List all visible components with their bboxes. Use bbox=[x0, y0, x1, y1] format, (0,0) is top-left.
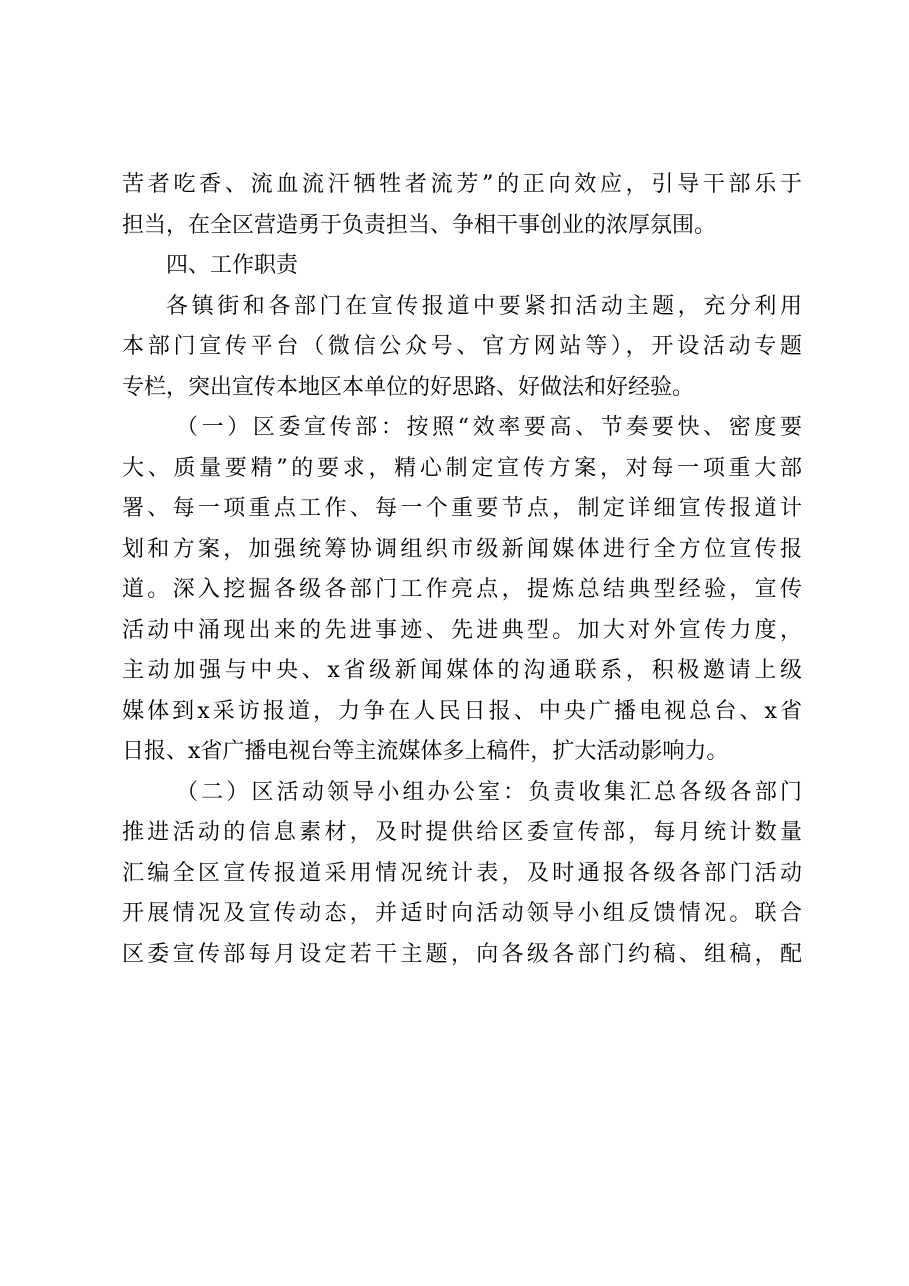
paragraph-line: 区委宣传部每月设定若干主题，向各级各部门约稿、组稿，配 bbox=[122, 941, 802, 967]
paragraph-line: 划和方案，加强统筹协调组织市级新闻媒体进行全方位宣传报 bbox=[122, 536, 802, 562]
paragraph-line: 推进活动的信息素材，及时提供给区委宣传部，每月统计数量 bbox=[122, 820, 802, 845]
paragraph-line: 日报、x省广播电视台等主流媒体多上稿件，扩大活动影响力。 bbox=[122, 739, 729, 764]
paragraph-line: 道。深入挖掘各级各部门工作亮点，提炼总结典型经验，宣传 bbox=[122, 577, 802, 602]
paragraph-line: 专栏，突出宣传本地区本单位的好思路、好做法和好经验。 bbox=[122, 374, 695, 400]
subsection-heading-line: （一）区委宣传部：按照“效率要高、节奏要快、密度要 bbox=[176, 415, 802, 440]
paragraph-line: 担当，在全区营造勇于负责担当、争相干事创业的浓厚氛围。 bbox=[122, 212, 717, 238]
paragraph-line: 各镇街和各部门在宣传报道中要紧扣活动主题，充分利用 bbox=[166, 293, 802, 319]
paragraph-line: 苦者吃香、流血流汗牺牲者流芳”的正向效应，引导干部乐于 bbox=[122, 172, 802, 197]
document-body bbox=[122, 165, 802, 975]
paragraph-line: 开展情况及宣传动态，并适时向活动领导小组反馈情况。联合 bbox=[122, 901, 802, 926]
paragraph-line: 本部门宣传平台（微信公众号、官方网站等），开设活动专题 bbox=[122, 334, 802, 359]
subsection-heading-line: （二）区活动领导小组办公室：负责收集汇总各级各部门 bbox=[176, 779, 802, 805]
paragraph-line: 媒体到x采访报道，力争在人民日报、中央广播电视总台、x省 bbox=[122, 698, 802, 724]
paragraph-line: 署、每一项重点工作、每一个重要节点，制定详细宣传报道计 bbox=[122, 496, 802, 521]
paragraph-line: 大、质量要精”的要求，精心制定宣传方案，对每一项重大部 bbox=[122, 455, 802, 481]
paragraph-line: 汇编全区宣传报道采用情况统计表，及时通报各级各部门活动 bbox=[122, 860, 802, 886]
paragraph-line: 活动中涌现出来的先进事迹、先进典型。加大对外宣传力度， bbox=[122, 617, 802, 643]
section-heading: 四、工作职责 bbox=[166, 253, 299, 278]
paragraph-line: 主动加强与中央、x省级新闻媒体的沟通联系，积极邀请上级 bbox=[122, 658, 802, 683]
